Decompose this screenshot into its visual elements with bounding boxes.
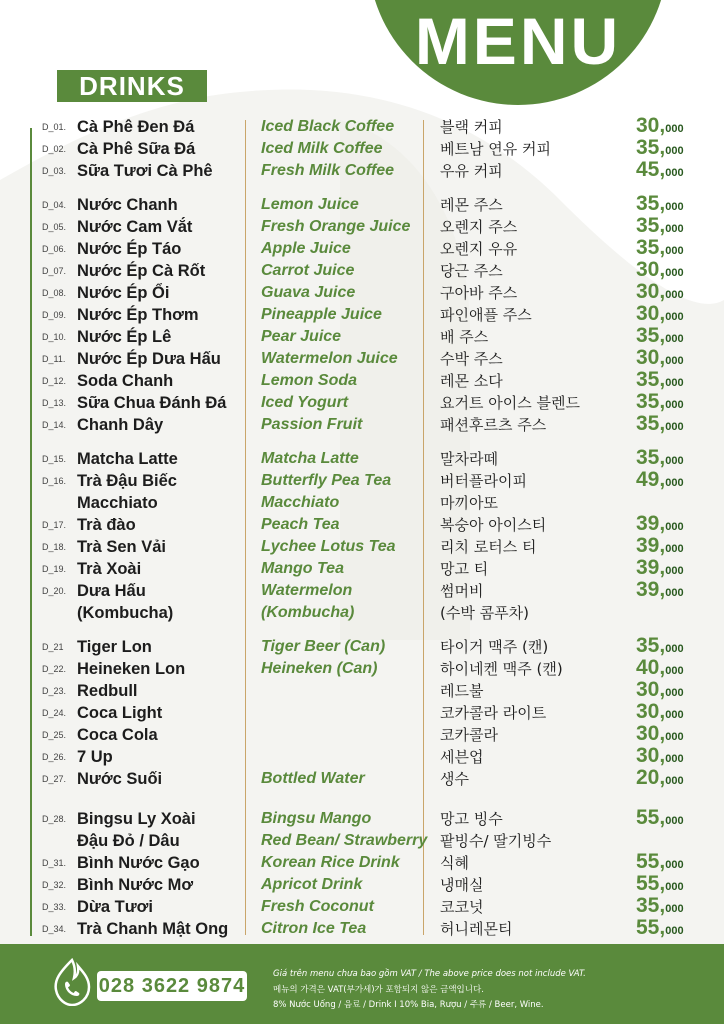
item-name-korean: 당근 주스 [440,262,503,280]
menu-item-row [0,216,724,238]
item-name-korean: 버터플라이피 [440,472,527,490]
item-code: D_33. [42,902,67,912]
item-price-thousands: 30, [636,346,666,369]
item-code: D_31. [42,858,67,868]
item-price-unit: 000 [665,665,684,677]
item-name-english: Peach Tea [261,516,340,533]
item-name-vietnamese: Trà Xoài [77,560,142,578]
item-name-english: Red Bean/ Strawberry [261,832,428,849]
item-name-english: Apricot Drink [261,876,363,893]
item-code: D_16. [42,476,67,486]
item-name-korean: 하이네켄 맥주 (캔) [440,660,563,678]
item-name-english: Fresh Milk Coffee [261,162,395,179]
item-price-unit: 000 [665,565,684,577]
menu-item-row [0,636,724,658]
item-name-english: Lychee Lotus Tea [261,538,396,555]
item-name-korean: 리치 로터스 티 [440,538,537,556]
item-name-english: Carrot Juice [261,262,355,279]
item-name-vietnamese: Macchiato [77,494,158,512]
item-name-vietnamese: Bình Nước Gạo [77,854,200,872]
item-price-unit: 000 [665,201,684,213]
item-name-english: Macchiato [261,494,340,511]
menu-item-row [0,260,724,282]
menu-item-row [0,852,724,874]
menu-item-row [0,768,724,790]
item-name-english: Apple Juice [261,240,351,257]
item-name-vietnamese: Nước Ép Lê [77,328,172,346]
item-name-korean: 코카콜라 라이트 [440,704,547,722]
item-code: D_14. [42,420,67,430]
item-price-unit: 000 [665,521,684,533]
item-name-korean: 수박 주스 [440,350,503,368]
item-name-english: Lemon Soda [261,372,358,389]
item-code: D_03. [42,166,67,176]
item-name-korean: 패션후르츠 주스 [440,416,547,434]
item-price [636,368,684,392]
item-name-korean: 우유 커피 [440,162,503,180]
item-price-unit: 000 [665,881,684,893]
item-name-korean: 레몬 주스 [440,196,503,214]
item-name-english: Pineapple Juice [261,306,382,323]
item-price-unit: 000 [665,815,684,827]
item-name-vietnamese: Trà Chanh Mật Ong [77,920,229,938]
item-price-thousands: 35, [636,324,666,347]
menu-item-row [0,896,724,918]
item-code: D_13. [42,398,67,408]
item-name-vietnamese: Sữa Tươi Cà Phê [77,162,213,180]
item-price [636,700,684,724]
item-name-vietnamese: Nước Ép Cà Rốt [77,262,206,280]
item-name-vietnamese: Soda Chanh [77,372,174,390]
item-name-vietnamese: Nước Ép Táo [77,240,182,258]
item-price-thousands: 30, [636,302,666,325]
item-name-vietnamese: Bingsu Ly Xoài [77,810,196,828]
item-name-english: Iced Milk Coffee [261,140,383,157]
item-name-korean: (수박 콤푸차) [440,604,529,622]
menu-item-row [0,470,724,492]
item-price [636,214,684,238]
item-price-thousands: 35, [636,136,666,159]
item-name-korean: 생수 [440,770,469,788]
menu-item-row [0,724,724,746]
item-name-english: Citron Ice Tea [261,920,367,937]
item-price-thousands: 55, [636,916,666,939]
item-name-korean: 복숭아 아이스티 [440,516,547,534]
item-price-unit: 000 [665,731,684,743]
item-price [636,894,684,918]
item-price [636,850,684,874]
item-price [636,766,684,790]
item-name-english: Korean Rice Drink [261,854,400,871]
item-name-korean: 베트남 연유 커피 [440,140,551,158]
item-name-vietnamese: Dừa Tươi [77,898,153,916]
item-price-thousands: 35, [636,368,666,391]
menu-item-row [0,348,724,370]
item-price [636,578,684,602]
menu-item-row [0,830,724,852]
vat-note-korean: 메뉴의 가격은 VAT(부가세)가 포함되지 않은 금액입니다. [273,985,484,995]
item-name-english: Heineken (Can) [261,660,378,677]
item-price-unit: 000 [665,925,684,937]
item-price-thousands: 35, [636,634,666,657]
item-price-unit: 000 [665,377,684,389]
item-name-english: Matcha Latte [261,450,359,467]
item-price [636,280,684,304]
item-name-vietnamese: Heineken Lon [77,660,186,678]
menu-item-row [0,414,724,436]
menu-item-row [0,370,724,392]
item-code: D_04. [42,200,67,210]
item-price-thousands: 35, [636,446,666,469]
item-name-english: Iced Black Coffee [261,118,395,135]
item-price [636,302,684,326]
item-price [636,446,684,470]
item-price-unit: 000 [665,753,684,765]
item-code: D_19. [42,564,67,574]
item-price-thousands: 30, [636,678,666,701]
item-name-korean: 요거트 아이스 블렌드 [440,394,580,412]
item-name-korean: 세븐업 [440,748,484,766]
item-price-unit: 000 [665,333,684,345]
item-price-unit: 000 [665,311,684,323]
item-price-unit: 000 [665,123,684,135]
item-code: D_08. [42,288,67,298]
item-name-vietnamese: Đậu Đỏ / Dâu [77,832,180,850]
item-name-korean: 마끼아또 [440,494,498,512]
item-code: D_22. [42,664,67,674]
item-price-thousands: 55, [636,806,666,829]
item-name-vietnamese: Trà Sen Vải [77,538,166,556]
item-price [636,634,684,658]
item-name-korean: 망고 빙수 [440,810,503,828]
item-price-thousands: 39, [636,512,666,535]
item-price [636,722,684,746]
item-name-vietnamese: (Kombucha) [77,604,174,622]
item-name-korean: 오렌지 주스 [440,218,518,236]
menu-item-row [0,116,724,138]
item-price [636,656,684,680]
item-price-unit: 000 [665,709,684,721]
item-price-thousands: 30, [636,700,666,723]
item-name-english: Mango Tea [261,560,344,577]
menu-title: MENU [414,4,622,78]
item-price-unit: 000 [665,587,684,599]
item-price-unit: 000 [665,687,684,699]
item-price-thousands: 45, [636,158,666,181]
item-name-english: (Kombucha) [261,604,355,621]
item-price-unit: 000 [665,355,684,367]
item-price-thousands: 30, [636,744,666,767]
item-code: D_18. [42,542,67,552]
item-name-vietnamese: Nước Ép Thơm [77,306,199,324]
menu-item-row [0,492,724,514]
item-price-unit: 000 [665,399,684,411]
item-price-thousands: 30, [636,258,666,281]
item-price-unit: 000 [665,643,684,655]
item-name-korean: 배 주스 [440,328,489,346]
item-name-english: Fresh Orange Juice [261,218,411,235]
item-name-vietnamese: Coca Light [77,704,163,722]
item-code: D_06. [42,244,67,254]
item-price-thousands: 35, [636,214,666,237]
item-code: D_24. [42,708,67,718]
item-price [636,346,684,370]
item-price-unit: 000 [665,477,684,489]
item-price [636,916,684,940]
item-price [636,744,684,768]
item-price-thousands: 30, [636,114,666,137]
item-name-korean: 오렌지 우유 [440,240,518,258]
item-name-english: Fresh Coconut [261,898,374,915]
item-name-vietnamese: Matcha Latte [77,450,178,468]
item-price-unit: 000 [665,145,684,157]
menu-item-row [0,602,724,624]
menu-item-row [0,702,724,724]
menu-item-row [0,658,724,680]
vat-rates-note: 8% Nước Uống / 음료 / Drink I 10% Bia, Rượu / 주류 / Beer, Wine. [273,1000,544,1010]
item-price [636,390,684,414]
item-price-unit: 000 [665,859,684,871]
menu-item-row [0,282,724,304]
item-code: D_02. [42,144,67,154]
item-name-korean: 레드불 [440,682,484,700]
item-price [636,412,684,436]
item-code: D_26. [42,752,67,762]
item-price-thousands: 35, [636,412,666,435]
item-name-korean: 블랙 커피 [440,118,503,136]
item-name-korean: 식혜 [440,854,469,872]
item-price-thousands: 40, [636,656,666,679]
item-code: D_07. [42,266,67,276]
item-price-unit: 000 [665,223,684,235]
item-code: D_01. [42,122,67,132]
menu-item-row [0,194,724,216]
item-name-vietnamese: Nước Ép Ổi [77,284,170,302]
item-code: D_34. [42,924,67,934]
item-price-thousands: 20, [636,766,666,789]
item-name-english: Iced Yogurt [261,394,349,411]
item-code: D_05. [42,222,67,232]
item-price-thousands: 49, [636,468,666,491]
menu-item-row [0,238,724,260]
item-name-english: Lemon Juice [261,196,359,213]
item-code: D_28. [42,814,67,824]
menu-item-row [0,746,724,768]
item-name-korean: 냉매실 [440,876,484,894]
item-name-english: Pear Juice [261,328,342,345]
item-name-english: Guava Juice [261,284,356,301]
item-code: D_27. [42,774,67,784]
item-name-vietnamese: Nước Ép Dưa Hấu [77,350,221,368]
item-price [636,678,684,702]
item-price [636,872,684,896]
item-name-vietnamese: Trà đào [77,516,136,534]
item-name-english: Bingsu Mango [261,810,372,827]
item-name-english: Watermelon Juice [261,350,398,367]
item-price [636,192,684,216]
item-name-korean: 파인애플 주스 [440,306,532,324]
item-name-vietnamese: Cà Phê Đen Đá [77,118,195,136]
item-name-vietnamese: Tiger Lon [77,638,152,656]
phone-logo-icon [52,958,92,1006]
item-price [636,556,684,580]
item-code: D_25. [42,730,67,740]
item-price-thousands: 55, [636,850,666,873]
section-title-drinks: DRINKS [57,70,207,102]
item-name-english: Passion Fruit [261,416,363,433]
item-name-korean: 썸머비 [440,582,484,600]
item-price-unit: 000 [665,289,684,301]
item-name-vietnamese: Nước Suối [77,770,163,788]
item-price [636,158,684,182]
item-price-unit: 000 [665,543,684,555]
item-price [636,236,684,260]
item-name-korean: 레몬 소다 [440,372,503,390]
item-name-english: Tiger Beer (Can) [261,638,386,655]
item-price-thousands: 35, [636,894,666,917]
item-name-vietnamese: Coca Cola [77,726,158,744]
item-price-unit: 000 [665,245,684,257]
phone-number[interactable]: 028 3622 9874 [97,971,247,1001]
item-price [636,806,684,830]
menu-item-row [0,536,724,558]
item-code: D_09. [42,310,67,320]
item-name-vietnamese: Redbull [77,682,138,700]
item-price-unit: 000 [665,455,684,467]
item-code: D_17. [42,520,67,530]
item-name-vietnamese: Cà Phê Sữa Đá [77,140,196,158]
item-price-unit: 000 [665,421,684,433]
item-name-korean: 구아바 주스 [440,284,518,302]
menu-item-row [0,558,724,580]
item-name-korean: 타이거 맥주 (캔) [440,638,549,656]
item-name-english: Butterfly Pea Tea [261,472,392,489]
menu-item-row [0,918,724,940]
item-name-korean: 코카콜라 [440,726,498,744]
item-price [636,324,684,348]
menu-item-row [0,160,724,182]
item-price-thousands: 35, [636,192,666,215]
item-name-korean: 허니레몬티 [440,920,513,938]
menu-item-row [0,392,724,414]
item-code: D_12. [42,376,67,386]
item-name-korean: 코코넛 [440,898,484,916]
item-price-thousands: 35, [636,390,666,413]
item-name-korean: 말차라떼 [440,450,498,468]
item-code: D_32. [42,880,67,890]
item-price-thousands: 30, [636,280,666,303]
menu-item-row [0,580,724,602]
item-name-vietnamese: Dưa Hấu [77,582,146,600]
item-name-english: Bottled Water [261,770,365,787]
item-price-thousands: 39, [636,556,666,579]
item-name-vietnamese: Chanh Dây [77,416,164,434]
item-price-unit: 000 [665,775,684,787]
item-price-thousands: 30, [636,722,666,745]
item-code: D_10. [42,332,67,342]
item-name-vietnamese: Trà Đậu Biếc [77,472,177,490]
item-price-thousands: 39, [636,578,666,601]
item-price-thousands: 39, [636,534,666,557]
item-name-korean: 망고 티 [440,560,489,578]
item-code: D_20. [42,586,67,596]
menu-item-row [0,808,724,830]
menu-item-row [0,304,724,326]
item-price [636,468,684,492]
item-name-vietnamese: Bình Nước Mơ [77,876,194,894]
item-name-vietnamese: Nước Cam Vắt [77,218,193,236]
item-code: D_21 [42,642,64,652]
item-price [636,258,684,282]
item-price-thousands: 55, [636,872,666,895]
item-price [636,512,684,536]
item-price-unit: 000 [665,167,684,179]
item-name-vietnamese: 7 Up [77,748,113,766]
menu-item-row [0,514,724,536]
item-code: D_23. [42,686,67,696]
item-price-unit: 000 [665,267,684,279]
menu-item-row [0,680,724,702]
item-name-vietnamese: Sữa Chua Đánh Đá [77,394,227,412]
item-price [636,114,684,138]
item-name-vietnamese: Nước Chanh [77,196,178,214]
item-price [636,136,684,160]
item-name-english: Watermelon [261,582,353,599]
menu-item-row [0,326,724,348]
item-code: D_15. [42,454,67,464]
item-code: D_11. [42,354,66,364]
menu-item-row [0,448,724,470]
item-price-thousands: 35, [636,236,666,259]
vat-note-vietnamese-english: Giá trên menu chưa bao gồm VAT / The above price does not include VAT. [273,969,586,979]
item-price [636,534,684,558]
item-name-korean: 팥빙수/ 딸기빙수 [440,832,552,850]
item-price-unit: 000 [665,903,684,915]
menu-item-row [0,874,724,896]
menu-item-row [0,138,724,160]
